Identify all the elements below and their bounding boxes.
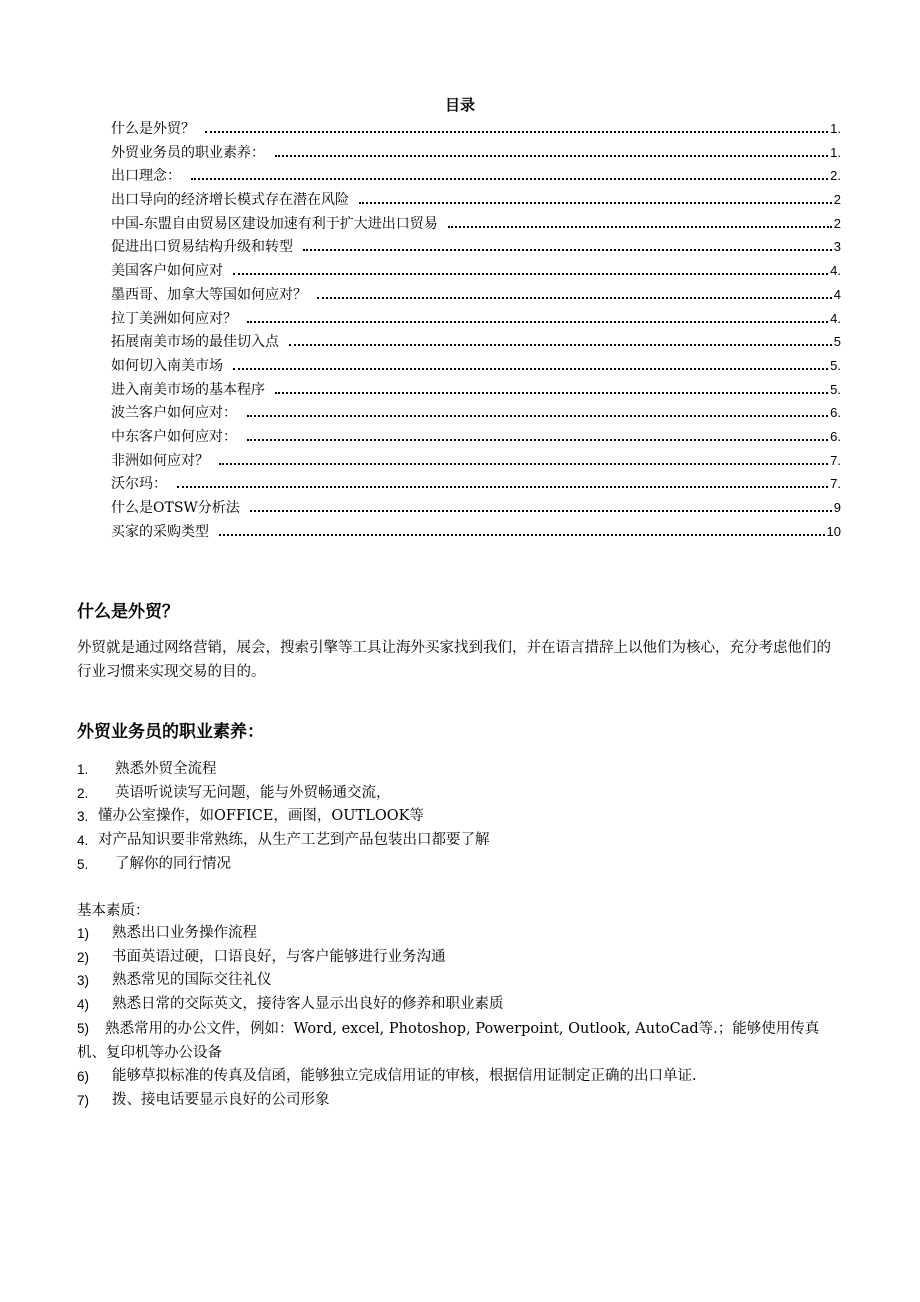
toc-entry[interactable] <box>111 378 841 402</box>
toc-entry-page-number: 5. <box>830 357 841 373</box>
list-item-text: 懂办公室操作，如OFFICE，画图，OUTLOOK等 <box>98 808 424 825</box>
toc-entry[interactable] <box>111 354 841 378</box>
toc-entry-label: 拓展南美市场的最佳切入点 <box>111 334 279 351</box>
section-paragraph-what-is-trade: 外贸就是通过网络营销，展会，搜索引擎等工具让海外买家找到我们，并在语言措辞上以他们为核心，充分考虑他们的行业习惯来实现交易的目的。 <box>77 640 831 680</box>
toc-entry-label: 什么是外贸？ <box>111 121 195 137</box>
list-item-number: 2) <box>77 949 90 965</box>
list-item-text: 熟悉日常的交际英文，接待客人显示出良好的修养和职业素质 <box>112 996 504 1013</box>
toc-entry-label: 外贸业务员的职业素养： <box>111 144 265 161</box>
list-item-number: 3. <box>77 809 89 825</box>
toc-dot-leader <box>448 226 832 228</box>
toc-dot-leader <box>275 392 828 394</box>
toc-entry-page-number: 2. <box>830 168 841 184</box>
toc-entry-page-number: 5. <box>830 381 841 397</box>
toc-entry-page-number: 3 <box>833 239 841 255</box>
toc-dot-leader <box>359 202 832 204</box>
toc-entry[interactable] <box>111 117 841 141</box>
toc-entry[interactable] <box>111 164 841 188</box>
toc-entry[interactable] <box>111 188 841 212</box>
toc-dot-leader <box>219 463 828 465</box>
toc-entry[interactable] <box>111 472 841 496</box>
list-item <box>77 853 847 877</box>
toc-dot-leader <box>191 178 828 180</box>
section-heading-professional-qualities: 外贸业务员的职业素养： <box>77 722 264 742</box>
list-item-text: 能够草拟标准的传真及信函，能够独立完成信用证的审核，根据信用证制定正确的出口单证. <box>112 1067 697 1084</box>
toc-dot-leader <box>219 534 825 536</box>
list-item <box>77 946 847 970</box>
toc-entry[interactable] <box>111 283 841 307</box>
toc-entry-page-number: 5 <box>833 334 841 350</box>
basic-qualities-list <box>77 922 847 1112</box>
toc-entry-label: 买家的采购类型 <box>111 523 209 540</box>
toc-entry-page-number: 1. <box>830 121 841 136</box>
toc-entry[interactable] <box>111 520 841 544</box>
list-item-number: 5. <box>77 856 89 872</box>
list-item-number: 4. <box>77 833 89 849</box>
list-item <box>77 829 847 853</box>
toc-dot-leader <box>275 155 828 157</box>
toc-entry-page-number: 10 <box>826 523 841 539</box>
toc-entry[interactable] <box>111 141 841 165</box>
toc-entry-page-number: 7. <box>830 476 841 492</box>
list-item <box>77 782 847 806</box>
section-heading-what-is-trade: 什么是外贸？ <box>77 602 179 622</box>
list-item-text: 了解你的同行情况 <box>115 855 231 872</box>
toc-entry-label: 拉丁美洲如何应对？ <box>111 310 237 327</box>
list-item-text: 熟悉常用的办公文件，例如：Word, excel, Photoshop, Powerpoint, Outlook, AutoCad等.；能够使用传真机、复印机等办公设备 <box>77 1020 820 1061</box>
toc-dot-leader <box>250 510 832 512</box>
list-item-text: 对产品知识要非常熟练，从生产工艺到产品包装出口都要了解 <box>98 832 490 849</box>
toc-dot-leader <box>303 249 832 251</box>
toc-entry-label: 促进出口贸易结构升级和转型 <box>111 239 293 256</box>
toc-entry-label: 沃尔玛： <box>111 476 167 493</box>
toc-dot-leader <box>317 297 832 299</box>
list-item <box>77 758 847 782</box>
list-item-number: 6) <box>77 1068 90 1084</box>
list-item-text: 书面英语过硬，口语良好，与客户能够进行业务沟通 <box>112 948 446 965</box>
toc-entry[interactable] <box>111 401 841 425</box>
toc-dot-leader <box>247 415 828 417</box>
toc-dot-leader <box>247 439 828 441</box>
toc-entry[interactable] <box>111 330 841 354</box>
toc-entry-label: 非洲如何应对？ <box>111 452 209 469</box>
list-item <box>77 969 847 993</box>
list-item-number: 1) <box>77 926 90 941</box>
toc-dot-leader <box>289 344 832 346</box>
toc-entry-label: 美国客户如何应对 <box>111 263 223 280</box>
basic-qualities-label: 基本素质： <box>77 903 150 919</box>
toc-entry-label: 墨西哥、加拿大等国如何应对？ <box>111 286 307 303</box>
toc-dot-leader <box>247 321 828 323</box>
toc-entry-page-number: 6. <box>830 405 841 421</box>
list-item-text: 熟悉出口业务操作流程 <box>112 925 257 941</box>
toc-title: 目录 <box>444 96 475 114</box>
toc-entry[interactable] <box>111 449 841 473</box>
toc-entry-page-number: 2 <box>833 215 841 231</box>
list-item-text: 拨、接电话要显示良好的公司形象 <box>112 1091 330 1108</box>
list-item <box>77 805 847 829</box>
toc-dot-leader <box>233 368 828 370</box>
skills-list <box>77 758 847 877</box>
list-item-text: 英语听说读写无问题，能与外贸畅通交流， <box>115 784 391 801</box>
list-item <box>77 1065 847 1089</box>
toc-entry[interactable] <box>111 307 841 331</box>
toc-entry-label: 进入南美市场的基本程序 <box>111 381 265 398</box>
list-item <box>77 922 847 946</box>
toc-entry-page-number: 4 <box>833 286 841 302</box>
list-item-number: 4) <box>77 997 90 1013</box>
toc-entry-page-number: 9 <box>833 500 841 515</box>
toc-entry-label: 中东客户如何应对： <box>111 428 237 445</box>
toc-entry[interactable] <box>111 235 841 259</box>
toc-entry-page-number: 4. <box>830 310 841 326</box>
toc-entry-label: 出口导向的经济增长模式存在潜在风险 <box>111 192 349 209</box>
toc-entry[interactable] <box>111 259 841 283</box>
list-item <box>77 1017 847 1065</box>
toc-entry-label: 出口理念： <box>111 168 181 185</box>
list-item <box>77 993 847 1017</box>
list-item-number: 2. <box>77 785 89 801</box>
toc-dot-leader <box>205 131 828 133</box>
list-item-number: 1. <box>77 762 89 777</box>
toc-dot-leader <box>233 273 828 275</box>
toc-entry-page-number: 4. <box>830 263 841 279</box>
toc-entry-label: 中国-东盟自由贸易区建设加速有利于扩大进出口贸易 <box>111 215 438 232</box>
toc-entry-page-number: 2 <box>833 192 841 208</box>
list-item-number: 7) <box>77 1092 90 1108</box>
list-item-text: 熟悉常见的国际交往礼仪 <box>112 972 272 989</box>
toc-entry-label: 波兰客户如何应对： <box>111 405 237 422</box>
toc-entry-label: 什么是OTSW分析法 <box>111 500 240 516</box>
list-item-text: 熟悉外贸全流程 <box>115 761 217 777</box>
list-item-number: 3) <box>77 973 90 989</box>
toc-dot-leader <box>177 486 828 488</box>
toc-entry[interactable] <box>111 496 841 520</box>
list-item-number: 5) <box>77 1020 90 1036</box>
table-of-contents <box>111 117 841 543</box>
toc-entry[interactable] <box>111 212 841 236</box>
toc-entry-page-number: 6. <box>830 428 841 444</box>
toc-entry-page-number: 1. <box>830 144 841 160</box>
list-item <box>77 1089 847 1113</box>
toc-entry[interactable] <box>111 425 841 449</box>
toc-entry-page-number: 7. <box>830 452 841 468</box>
toc-entry-label: 如何切入南美市场 <box>111 357 223 374</box>
